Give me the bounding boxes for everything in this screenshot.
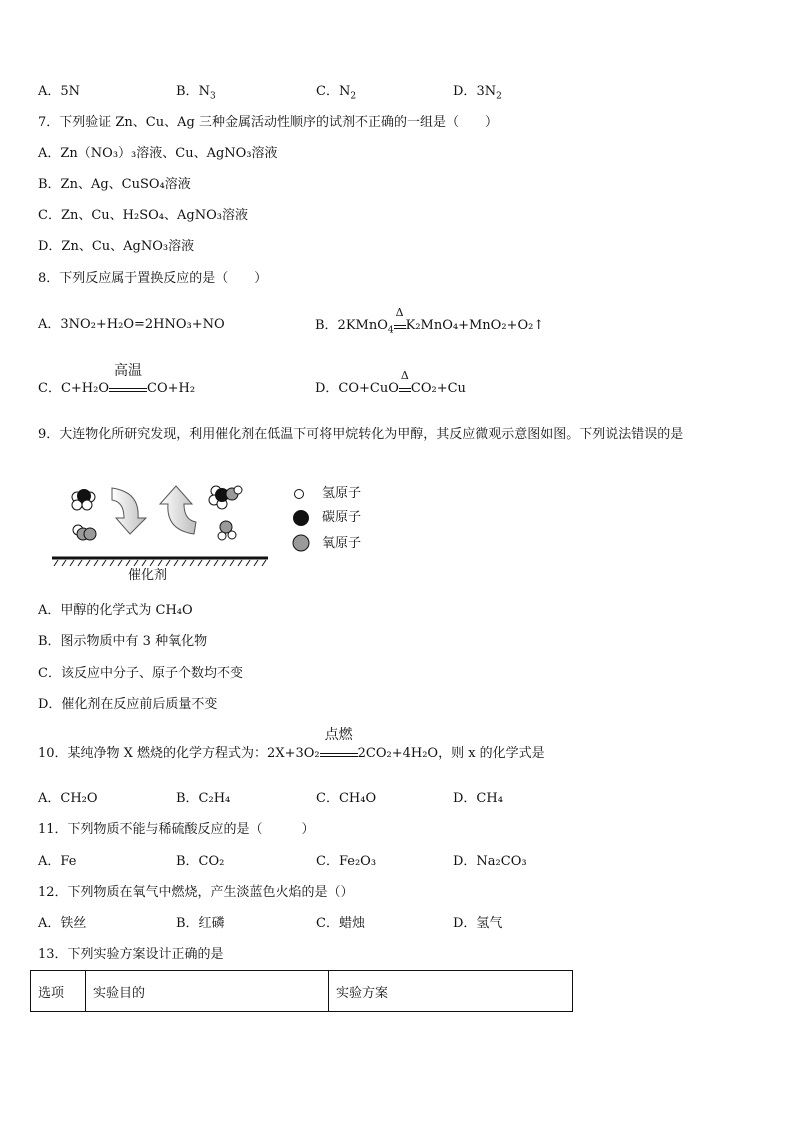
q9-option-d: D．催化剂在反应前后质量不变: [38, 697, 218, 712]
q10-option-b: B．C₂H₄: [176, 791, 231, 806]
heat-triangle: Δ: [395, 306, 404, 319]
catalyst-surface: [52, 558, 268, 566]
heat-triangle: Δ: [400, 369, 409, 382]
q12-option-c: C．蜡烛: [316, 916, 365, 931]
header-plan: 实验方案: [329, 971, 573, 1012]
q12-option-d: D．氢气: [453, 916, 503, 931]
legend-oxygen-label: 氧原子: [322, 536, 362, 551]
q9-option-b: B．图示物质中有 3 种氧化物: [38, 634, 208, 649]
q6-option-a: A．5N: [38, 84, 81, 99]
q8-option-b: B．2KMnO$_4$ Δ K₂MnO₄+MnO₂+O₂↑: [315, 306, 545, 336]
q11-option-b: B．CO₂: [176, 854, 225, 869]
legend-carbon-label: 碳原子: [322, 510, 362, 525]
table-header-row: [31, 971, 573, 1012]
q8-option-d: D．CO+CuO Δ CO₂+Cu: [315, 369, 466, 396]
q8-option-c: C．C+H₂O 高温 CO+H₂: [38, 363, 196, 396]
q12-option-a: A．铁丝: [38, 916, 87, 931]
oxygen-molecule-1: [73, 525, 96, 540]
header-option: 选项: [31, 971, 86, 1012]
q11-option-a: A．Fe: [38, 854, 77, 869]
q12-option-b: B．红磷: [176, 916, 225, 931]
q9-option-a: A．甲醇的化学式为 CH₄O: [38, 603, 193, 618]
q6-option-d: D．$3N_2$: [453, 84, 502, 102]
q9-stem: 9．大连物化所研究发现，利用催化剂在低温下可将甲烷转化为甲醇，其反应微观示意图如图。下列说法错误的是: [38, 427, 684, 442]
q11-option-d: D．Na₂CO₃: [453, 854, 527, 869]
q11-option-c: C．Fe₂O₃: [316, 854, 377, 869]
q10-option-a: A．CH₂O: [38, 791, 98, 806]
curved-arrow-up-icon: [160, 486, 196, 534]
q10-option-d: D．CH₄: [453, 791, 503, 806]
methanol-molecule: [209, 486, 242, 509]
q13-stem: 13．下列实验方案设计正确的是: [38, 947, 224, 962]
water-molecule: [218, 521, 236, 540]
q13-table: [30, 970, 573, 1012]
high-temp-condition: 高温: [114, 363, 142, 379]
reaction-diagram: [46, 478, 376, 590]
q7-stem: 7．下列验证 Zn、Cu、Ag 三种金属活动性顺序的试剂不正确的一组是（ ）: [38, 115, 498, 130]
ignite-condition: 点燃: [324, 727, 353, 743]
header-purpose: 实验目的: [86, 971, 329, 1012]
q8-stem: 8．下列反应属于置换反应的是（ ）: [38, 271, 268, 286]
q7-option-d: D．Zn、Cu、AgNO₃溶液: [38, 239, 195, 254]
q6-option-c: C．$N_2$: [316, 84, 357, 102]
q10-option-c: C．CH₄O: [316, 791, 377, 806]
q7-option-b: B．Zn、Ag、CuSO₄溶液: [38, 177, 191, 192]
q6-option-b: B．$N_3$: [176, 84, 216, 102]
legend-hydrogen-marker: [295, 490, 304, 499]
methane-molecule-1: [72, 489, 95, 510]
q10-stem: 10．某纯净物 X 燃烧的化学方程式为：2X+3O₂ 点燃 2CO₂+4H₂O，则 x 的化学式是: [38, 727, 545, 761]
q7-option-c: C．Zn、Cu、H₂SO₄、AgNO₃溶液: [38, 208, 248, 223]
catalyst-label: 催化剂: [128, 568, 168, 583]
q8-option-a: A．3NO₂+H₂O=2HNO₃+NO: [38, 317, 225, 332]
legend-carbon-marker: [293, 510, 309, 526]
legend-hydrogen-label: 氢原子: [322, 486, 362, 501]
q12-stem: 12．下列物质在氧气中燃烧，产生淡蓝色火焰的是（）: [38, 885, 354, 900]
q9-option-c: C．该反应中分子、原子个数均不变: [38, 666, 243, 681]
q11-stem: 11．下列物质不能与稀硫酸反应的是（ ）: [38, 822, 315, 837]
q7-option-a: A．Zn（NO₃）₃溶液、Cu、AgNO₃溶液: [38, 146, 278, 161]
legend-oxygen-marker: [293, 535, 309, 551]
curved-arrow-down-icon: [112, 488, 146, 534]
